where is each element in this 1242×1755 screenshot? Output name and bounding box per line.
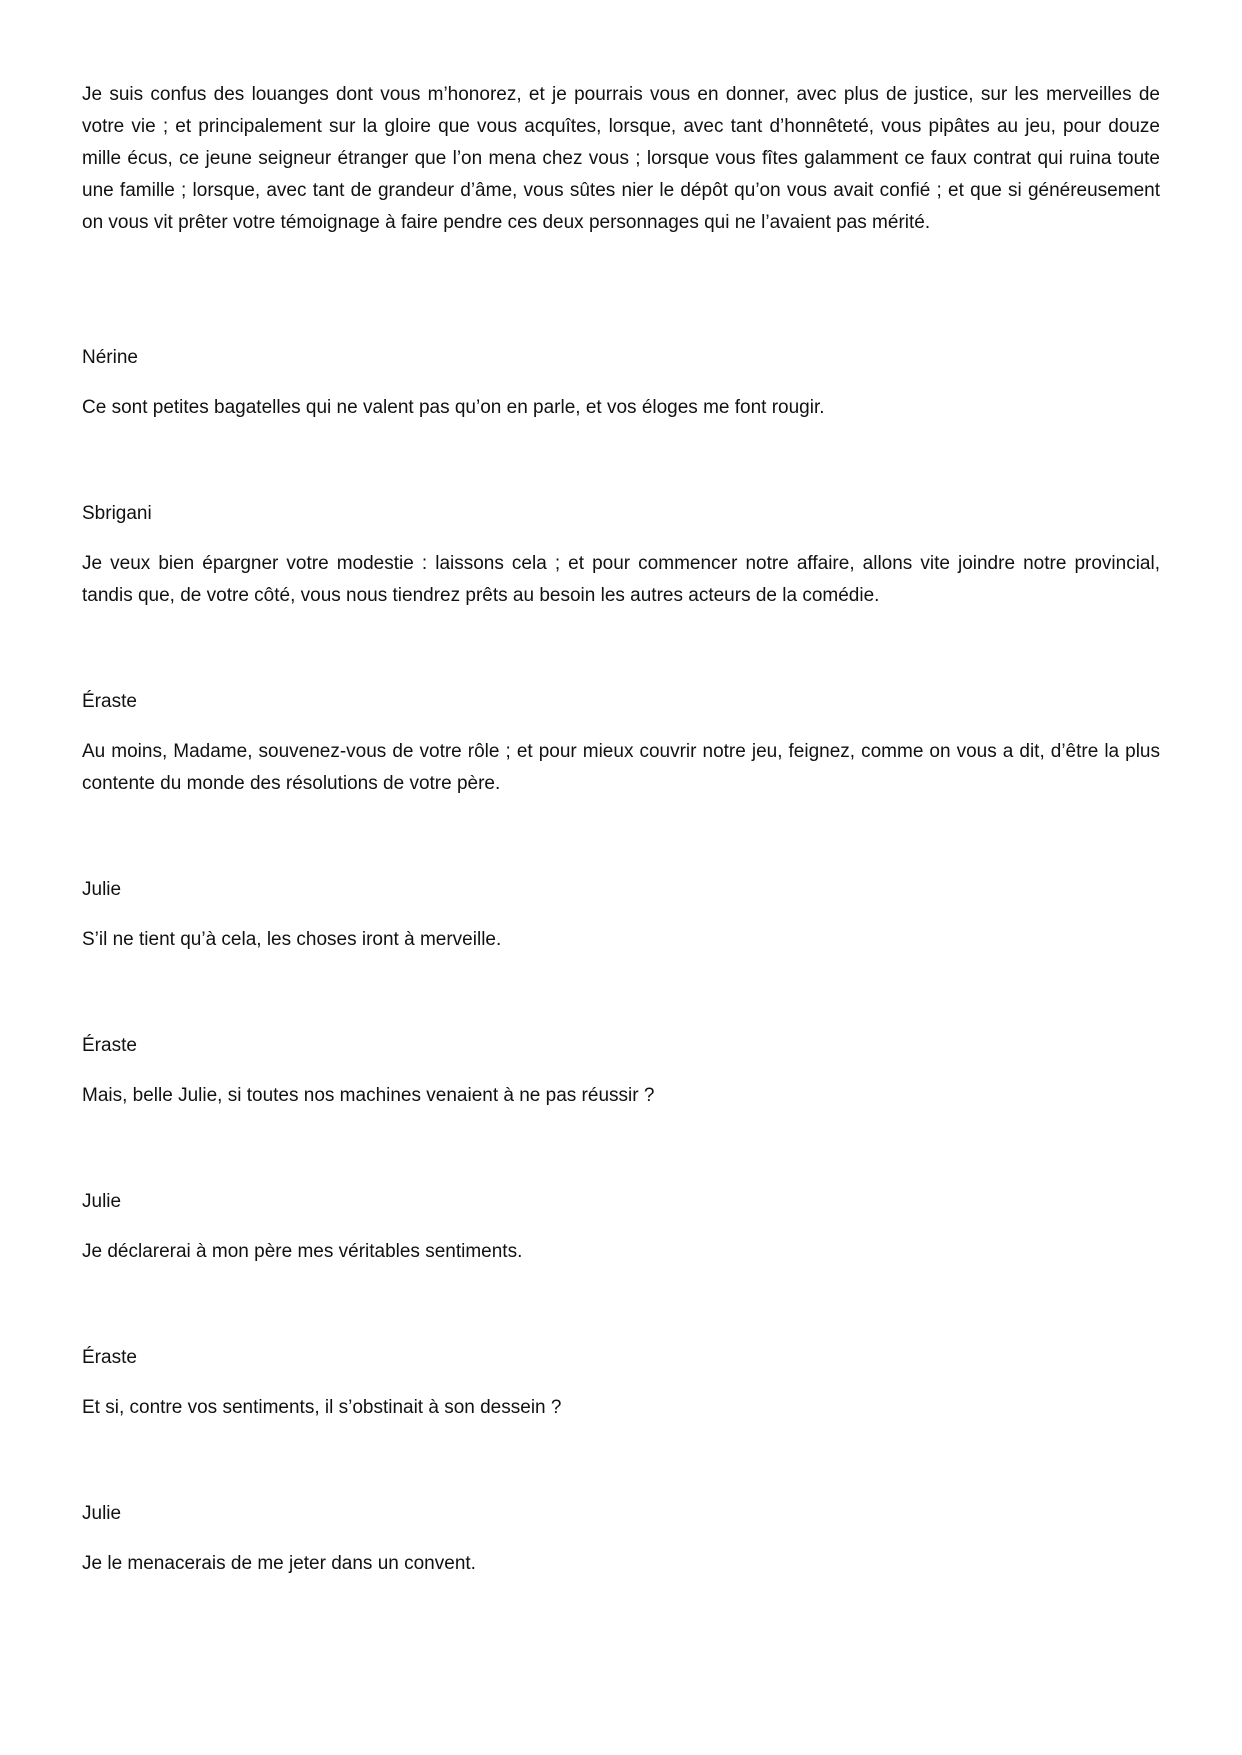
dialogue-line: S’il ne tient qu’à cela, les choses iront à merveille. bbox=[82, 929, 502, 950]
speaker-name: Julie bbox=[82, 879, 122, 900]
speaker-name: Éraste bbox=[82, 1347, 137, 1368]
speaker-name: Nérine bbox=[82, 347, 138, 368]
speaker-name: Sbrigani bbox=[82, 503, 152, 524]
speaker-name: Éraste bbox=[82, 691, 137, 712]
dialogue-line: Je veux bien épargner votre modestie : laissons cela ; et pour commencer notre affaire, allons vite joindre notre provincial, tandis que, de votre côté, vous nous tiendrez prêts au besoin les autres acteurs de la comédie. bbox=[82, 553, 1160, 606]
speaker-name: Julie bbox=[82, 1503, 122, 1524]
dialogue-line: Je déclarerai à mon père mes véritables sentiments. bbox=[82, 1241, 523, 1262]
speaker-name: Éraste bbox=[82, 1035, 137, 1056]
dialogue-line: Mais, belle Julie, si toutes nos machines venaient à ne pas réussir ? bbox=[82, 1085, 655, 1106]
speaker-name: Julie bbox=[82, 1191, 122, 1212]
dialogue-line: Ce sont petites bagatelles qui ne valent pas qu’on en parle, et vos éloges me font rougir. bbox=[82, 397, 825, 418]
dialogue-line: Au moins, Madame, souvenez-vous de votre rôle ; et pour mieux couvrir notre jeu, feignez, comme on vous a dit, d’être la plus contente du monde des résolutions de votre père. bbox=[82, 741, 1160, 794]
intro-paragraph: Je suis confus des louanges dont vous m’honorez, et je pourrais vous en donner, avec plus de justice, sur les merveilles de votre vie ; et principalement sur la gloire que vous acquîtes, lorsque, avec tant d’honnêteté, vous pipâtes au jeu, pour douze mille écus, ce jeune seigneur étranger que l’on mena chez vous ; lorsque vous fîtes galamment ce faux contrat qui ruina toute une famille ; lorsque, avec tant de grandeur d’âme, vous sûtes nier le dépôt qu’on vous avait confié ; et que si généreusement on vous vit prêter votre témoignage à faire pendre ces deux personnages qui ne l’avaient pas mérité. bbox=[82, 84, 1160, 233]
dialogue-line: Je le menacerais de me jeter dans un convent. bbox=[82, 1553, 476, 1574]
dialogue-line: Et si, contre vos sentiments, il s’obstinait à son dessein ? bbox=[82, 1397, 562, 1418]
